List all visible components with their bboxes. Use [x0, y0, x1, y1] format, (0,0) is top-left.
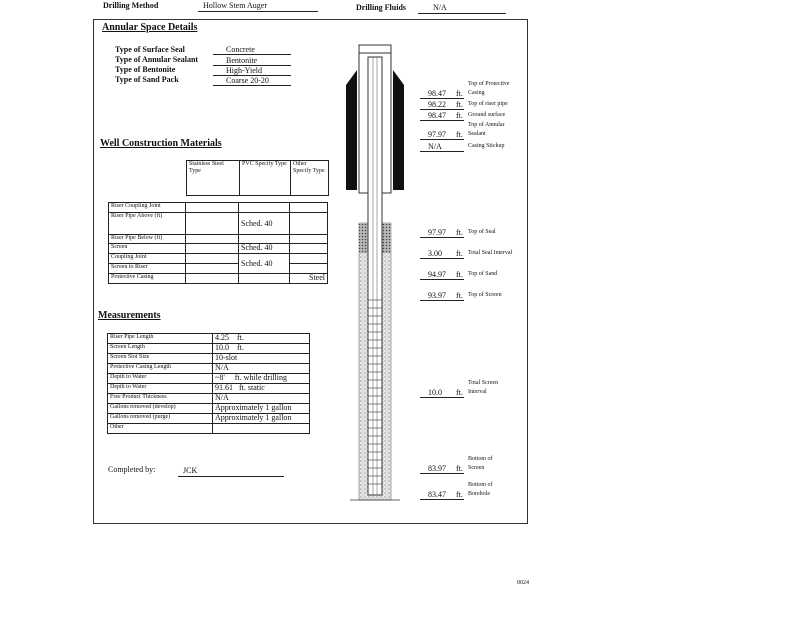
wcm-table	[108, 202, 328, 284]
annular-label-0: Type of Surface Seal	[115, 45, 185, 54]
elevation-unit: ft.	[456, 130, 463, 139]
wcm-row-label: Screen	[109, 244, 186, 254]
measurement-row	[108, 404, 310, 414]
elevation-desc: Top of Protective	[468, 81, 510, 87]
riser-pipe	[368, 57, 382, 495]
annular-label-3: Type of Sand Pack	[115, 75, 179, 84]
elevation-unit: ft.	[456, 249, 463, 258]
measurement-label: Riser Pipe Length	[108, 334, 213, 344]
elevation-unit: ft.	[456, 228, 463, 237]
measurement-value: Approximately 1 gallon	[213, 414, 310, 424]
wcm-row-label: Protective Casing	[109, 274, 186, 284]
measurement-value: 10.0 ft.	[213, 344, 310, 354]
wcm-col-other: Other Specify Type	[291, 161, 329, 196]
wcm-pvc-value: Sched. 40	[239, 254, 290, 274]
elevation-desc: Ground surface	[468, 112, 506, 118]
measurement-row	[108, 364, 310, 374]
elevation-desc: Bottom of	[468, 482, 493, 488]
measurement-row	[108, 334, 310, 344]
measurement-value: N/A	[213, 364, 310, 374]
measurement-value: 10-slot	[213, 354, 310, 364]
measurement-value: 4.25 ft.	[213, 334, 310, 344]
elevation-unit: ft.	[456, 388, 463, 397]
measurement-value: N/A	[213, 394, 310, 404]
measurement-row	[108, 354, 310, 364]
protective-casing-right	[393, 70, 404, 190]
measurement-row	[108, 414, 310, 424]
measurement-label: Other	[108, 424, 213, 434]
elevation-desc: Top of Screen	[468, 292, 502, 298]
elevation-value: 97.97	[428, 130, 446, 139]
elevation-value: 83.97	[428, 464, 446, 473]
elevation-value: 93.97	[428, 291, 446, 300]
elevation-desc: Top of Seal	[468, 229, 496, 235]
elevation-desc: Total Seal Interval	[468, 250, 513, 256]
wcm-col-pvc: PVC Specify Type	[240, 161, 291, 196]
measurement-label: Screen Length	[108, 344, 213, 354]
measurement-row	[108, 344, 310, 354]
wcm-row-label: Riser Coupling Joint	[109, 203, 186, 213]
elevation-unit: ft.	[456, 270, 463, 279]
annular-label-2: Type of Bentonite	[115, 65, 176, 74]
elevation-desc: Top of Annular	[468, 122, 505, 128]
elevation-value: N/A	[428, 142, 442, 151]
elevation-desc: Sealant	[468, 131, 486, 137]
well-diagram	[340, 40, 410, 505]
drilling-method-label: Drilling Method	[103, 1, 159, 10]
measurement-row	[108, 374, 310, 384]
elevation-value: 98.22	[428, 100, 446, 109]
elevation-unit: ft.	[456, 111, 463, 120]
measurements-table	[107, 333, 310, 434]
elevation-desc: Screen	[468, 465, 485, 471]
measurements-title: Measurements	[98, 310, 161, 321]
elevation-desc: Borehole	[468, 491, 490, 497]
wcm-row-label: Screen to Riser	[109, 264, 186, 274]
measurement-label: Protective Casing Length	[108, 364, 213, 374]
elevation-desc: Interval	[468, 389, 487, 395]
wcm-header-table	[186, 160, 329, 196]
drilling-method-value: Hollow Stem Auger	[203, 1, 267, 10]
completed-by-value: JCK	[183, 466, 198, 475]
wcm-row-label: Coupling Joint	[109, 254, 186, 264]
wcm-title: Well Construction Materials	[100, 138, 222, 149]
elevation-unit: ft.	[456, 89, 463, 98]
measurement-row	[108, 384, 310, 394]
elevation-desc: Casing	[468, 90, 485, 96]
elevation-value: 10.0	[428, 388, 442, 397]
elevation-value: 98.47	[428, 89, 446, 98]
elevation-unit: ft.	[456, 291, 463, 300]
drilling-fluids-value: N/A	[433, 3, 447, 12]
annular-value-3: Coarse 20-20	[226, 76, 269, 85]
elevation-desc: Casing Stickup	[468, 143, 505, 149]
wcm-row-label: Riser Pipe Above (ft)	[109, 213, 186, 235]
wcm-pvc-value: Sched. 40	[239, 244, 290, 254]
elevation-desc: Top of Sand	[468, 271, 498, 277]
page-number: 0024	[517, 580, 529, 586]
wcm-pvc-value: Sched. 40	[239, 213, 290, 235]
measurement-label: Screen Slot Size	[108, 354, 213, 364]
elevation-value: 83.47	[428, 490, 446, 499]
annular-title: Annular Space Details	[102, 22, 198, 33]
completed-by-label: Completed by:	[108, 465, 156, 474]
measurement-value: Approximately 1 gallon	[213, 404, 310, 414]
elevation-value: 97.97	[428, 228, 446, 237]
drilling-fluids-label: Drilling Fluids	[356, 3, 407, 12]
elevation-value: 98.47	[428, 111, 446, 120]
elevation-desc: Top of riser pipe	[468, 101, 508, 107]
elevation-unit: ft.	[456, 464, 463, 473]
wcm-other-value: Steel	[290, 274, 328, 284]
elevation-unit: ft.	[456, 490, 463, 499]
elevation-value: 3.00	[428, 249, 442, 258]
measurement-row	[108, 394, 310, 404]
annular-value-2: High-Yield	[226, 66, 262, 75]
measurement-label: Gallons removed (develop)	[108, 404, 213, 414]
measurement-value	[213, 424, 310, 434]
elevation-unit: ft.	[456, 100, 463, 109]
measurement-label: Gallons removed (purge)	[108, 414, 213, 424]
measurement-value: ~8' ft. while drilling	[213, 374, 310, 384]
measurement-label: Free Product Thickness	[108, 394, 213, 404]
wcm-row-label: Riser Pipe Below (ft)	[109, 235, 186, 244]
measurement-label: Depth to Water	[108, 384, 213, 394]
elevation-value: 94.97	[428, 270, 446, 279]
protective-casing-left	[346, 70, 357, 190]
elevation-desc: Total Screen	[468, 380, 499, 386]
measurement-row	[108, 424, 310, 434]
annular-value-1: Bentonite	[226, 56, 258, 65]
wcm-col-stainless: Stainless Steel Type	[187, 161, 240, 196]
elevation-desc: Bottom of	[468, 456, 493, 462]
measurement-label: Depth to Water	[108, 374, 213, 384]
annular-value-0: Concrete	[226, 45, 255, 54]
annular-label-1: Type of Annular Sealant	[115, 55, 199, 64]
measurement-value: 91.61 ft. static	[213, 384, 310, 394]
